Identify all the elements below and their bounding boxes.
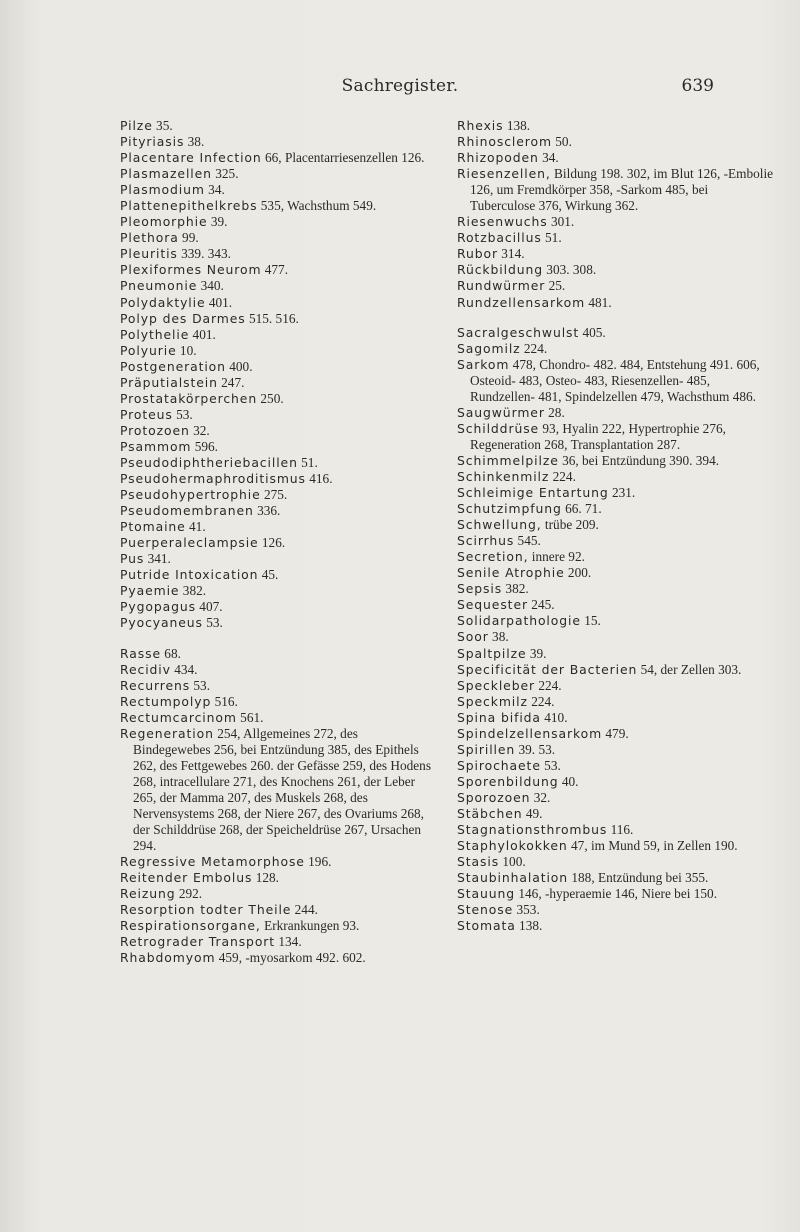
- index-term: Solidarpathologie: [457, 613, 581, 629]
- index-term: Rubor: [457, 246, 498, 262]
- index-term: Rhinosclerom: [457, 134, 552, 150]
- index-references: 400.: [225, 358, 253, 374]
- index-references: 34.: [538, 150, 559, 166]
- index-references: 303. 308.: [542, 262, 597, 278]
- index-entry: [457, 822, 775, 838]
- index-references: 250.: [257, 390, 284, 406]
- index-references: 38.: [184, 134, 205, 150]
- index-entry: [120, 503, 435, 519]
- page-number: 639: [681, 76, 714, 96]
- index-term: Pseudohermaphroditismus: [120, 471, 306, 487]
- index-references: 314.: [497, 246, 525, 262]
- index-references: 407.: [195, 599, 223, 615]
- index-references: 45.: [258, 567, 279, 583]
- index-references: 224.: [527, 693, 555, 709]
- index-references: 247.: [217, 374, 245, 390]
- index-entry: [120, 710, 435, 726]
- index-references: 545.: [514, 533, 541, 549]
- index-term: Sporenbildung: [457, 773, 559, 789]
- index-references: 336.: [253, 503, 281, 519]
- index-term: Pneumonie: [120, 278, 198, 294]
- index-references: 341.: [144, 551, 171, 567]
- running-title: Sachregister.: [341, 76, 459, 96]
- index-references: 25.: [545, 278, 566, 294]
- index-entry: [457, 214, 775, 230]
- index-references: 596.: [191, 438, 218, 454]
- index-entry: [120, 214, 435, 230]
- index-references: 126.: [258, 535, 286, 551]
- index-term: Rotzbacillus: [457, 230, 542, 246]
- index-references: 41.: [185, 519, 206, 535]
- index-entry: [120, 166, 435, 182]
- index-entry: [457, 230, 775, 246]
- index-term: Reizung: [120, 886, 176, 902]
- index-term: Proteus: [120, 406, 173, 422]
- index-references: 32.: [530, 789, 551, 805]
- index-entry: [457, 246, 775, 262]
- index-term: Pygopagus: [120, 599, 196, 615]
- index-entry: [457, 405, 775, 421]
- index-term: Rundzellensarkom: [457, 294, 586, 310]
- index-term: Pus: [120, 551, 145, 567]
- index-references: 254, Allgemeines 272, des Bindegewebes 256, bei Entzündung 385, des Epithels 262, des Fettgewebes 260. der Gefässe 259, des Hodens 268, intracellulare 271, des Knochens 261, der Leber 265, der Mamma 207, des Muskels 268, des Nervensystems 268, der Niere 267, des Ovariums 268, der Schilddrüse 268, der Speicheldrüse 267, Ursachen 294.: [133, 725, 432, 854]
- index-term: Retrograder Transport: [120, 934, 276, 950]
- index-term: Spindelzellensarkom: [457, 725, 603, 741]
- index-entry: [120, 278, 435, 294]
- index-entry: [457, 421, 775, 453]
- index-references: Bildung 198. 302, im Blut 126, -Embolie 126, um Fremdkörper 358, -Sarkom 485, bei Tuberculose 376, Wirkung 362.: [470, 166, 774, 214]
- index-term: Plethora: [120, 230, 179, 246]
- index-term: Pilze: [120, 118, 153, 133]
- index-entry: [120, 934, 435, 950]
- index-entry: [457, 726, 775, 742]
- index-entry: [457, 918, 775, 934]
- index-term: Schilddrüse: [457, 420, 540, 436]
- index-references: 244.: [291, 902, 318, 918]
- index-entry: [120, 646, 435, 662]
- index-entry: [457, 613, 775, 629]
- index-entry: [120, 551, 435, 567]
- index-term: Spina bifida: [457, 709, 541, 725]
- index-references: 53.: [540, 757, 561, 773]
- index-term: Riesenzellen,: [457, 166, 551, 182]
- index-term: Plasmazellen: [120, 166, 212, 182]
- index-term: Psammom: [120, 438, 192, 454]
- index-references: 401.: [205, 294, 233, 310]
- index-term: Schutzimpfung: [457, 501, 562, 517]
- index-references: 66, Placentarriesenzellen 126.: [261, 150, 425, 166]
- index-entry: [457, 694, 775, 710]
- index-term: Recurrens: [120, 677, 191, 693]
- index-term: Stäbchen: [457, 805, 523, 821]
- index-references: 478, Chondro- 482. 484, Entstehung 491. 606, Osteoid- 483, Osteo- 483, Riesenzellen- 485, Rundzellen- 481, Spindelzellen 479, Wachsthum 486.: [470, 356, 760, 404]
- index-term: Senile Atrophie: [457, 565, 565, 581]
- index-term: Rectumpolyp: [120, 693, 212, 709]
- index-entry: [120, 359, 435, 375]
- index-term: Putride Intoxication: [120, 567, 259, 583]
- index-references: 188, Entzündung bei 355.: [568, 870, 709, 886]
- index-term: Prostatakörperchen: [120, 390, 258, 406]
- index-entry: [120, 150, 435, 166]
- index-term: Rückbildung: [457, 262, 543, 278]
- index-references: 224.: [535, 677, 562, 693]
- index-term: Reitender Embolus: [120, 870, 253, 886]
- index-entry: [120, 918, 435, 934]
- index-term: Polyurie: [120, 342, 177, 358]
- index-term: Regeneration: [120, 725, 214, 741]
- index-entry: [457, 629, 775, 645]
- index-entry: [457, 517, 775, 533]
- index-references: 53.: [172, 406, 193, 422]
- index-entry: [457, 469, 775, 485]
- index-entry: [120, 134, 435, 150]
- index-references: 50.: [551, 134, 572, 150]
- index-entry: [120, 726, 435, 854]
- index-references: 39. 53.: [515, 741, 556, 757]
- index-entry: [457, 838, 775, 854]
- index-term: Pseudohypertrophie: [120, 487, 261, 503]
- index-entry: [120, 455, 435, 471]
- index-references: 36, bei Entzündung 390. 394.: [558, 452, 720, 468]
- index-references: 54, der Zellen 303.: [637, 661, 742, 677]
- index-entry: [120, 423, 435, 439]
- index-references: 410.: [540, 709, 568, 725]
- index-references: 47, im Mund 59, in Zellen 190.: [567, 838, 738, 854]
- index-entry: [457, 118, 775, 134]
- index-entry: [120, 950, 435, 966]
- index-references: 93, Hyalin 222, Hypertrophie 276, Regeneration 268, Transplantation 287.: [470, 420, 726, 452]
- index-term: Rectumcarcinom: [120, 709, 237, 725]
- index-entry: [457, 134, 775, 150]
- index-entry: [457, 662, 775, 678]
- index-term: Secretion,: [457, 549, 529, 565]
- index-entry: [457, 806, 775, 822]
- index-term: Pityriasis: [120, 134, 185, 150]
- index-entry: [457, 742, 775, 758]
- page-header: [0, 76, 800, 100]
- index-references: 224.: [520, 340, 548, 356]
- index-entry: [457, 453, 775, 469]
- index-references: 138.: [503, 118, 531, 133]
- index-term: Schwellung,: [457, 517, 542, 533]
- index-entry: [120, 439, 435, 455]
- index-term: Saugwürmer: [457, 404, 545, 420]
- index-entry: [120, 854, 435, 870]
- index-references: 479.: [602, 725, 629, 741]
- index-entry: [457, 150, 775, 166]
- index-entry: [120, 343, 435, 359]
- index-term: Resorption todter Theile: [120, 902, 292, 918]
- index-entry: [120, 694, 435, 710]
- index-term: Stagnationsthrombus: [457, 822, 608, 838]
- index-references: 38.: [488, 629, 509, 645]
- index-references: 245.: [527, 597, 555, 613]
- index-term: Speckleber: [457, 677, 535, 693]
- index-term: Speckmilz: [457, 693, 528, 709]
- index-entry: [457, 341, 775, 357]
- index-term: Staubinhalation: [457, 870, 569, 886]
- index-term: Sporozoen: [457, 789, 531, 805]
- index-entry: [120, 599, 435, 615]
- index-term: Rundwürmer: [457, 278, 546, 294]
- index-term: Pleomorphie: [120, 214, 208, 230]
- index-references: 10.: [176, 342, 197, 358]
- index-term: Polythelie: [120, 326, 190, 342]
- index-entry: [120, 391, 435, 407]
- index-term: Spirochaete: [457, 757, 541, 773]
- index-term: Rhabdomyom: [120, 950, 216, 966]
- index-references: 146, -hyperaemie 146, Niere bei 150.: [515, 886, 718, 902]
- index-entry: [457, 886, 775, 902]
- index-entry: [457, 166, 775, 214]
- index-entry: [120, 567, 435, 583]
- index-references: 116.: [607, 822, 634, 838]
- index-references: 401.: [189, 326, 216, 342]
- index-column-right: [457, 118, 775, 934]
- index-term: Pyocyaneus: [120, 615, 203, 631]
- index-references: 32.: [189, 422, 210, 438]
- index-references: 39.: [207, 214, 228, 230]
- index-term: Stauung: [457, 886, 516, 902]
- index-references: 416.: [305, 471, 333, 487]
- index-entry: [120, 487, 435, 503]
- index-entry: [457, 678, 775, 694]
- index-term: Präputialstein: [120, 374, 218, 390]
- index-entry: [457, 710, 775, 726]
- index-references: 231.: [608, 485, 636, 501]
- index-references: 100.: [499, 854, 526, 870]
- index-entry: [457, 485, 775, 501]
- index-term: Stenose: [457, 902, 514, 918]
- index-references: 49.: [522, 805, 543, 821]
- index-references: 405.: [579, 324, 606, 340]
- index-references: 382.: [179, 583, 207, 599]
- index-term: Plexiformes Neurom: [120, 262, 262, 278]
- index-entry: [120, 295, 435, 311]
- index-references: 15.: [580, 613, 601, 629]
- index-references: 325.: [211, 166, 239, 182]
- index-term: Regressive Metamorphose: [120, 854, 305, 870]
- index-references: 353.: [513, 902, 540, 918]
- index-entry: [120, 182, 435, 198]
- index-term: Protozoen: [120, 422, 190, 438]
- index-entry: [457, 581, 775, 597]
- index-references: 53.: [190, 677, 211, 693]
- index-term: Stomata: [457, 918, 516, 934]
- index-term: Soor: [457, 629, 489, 645]
- index-references: 99.: [178, 230, 199, 246]
- index-references: 340.: [197, 278, 224, 294]
- index-entry: [120, 246, 435, 262]
- index-references: 196.: [304, 854, 332, 870]
- index-references: 301.: [547, 214, 575, 230]
- index-entry: [457, 501, 775, 517]
- index-entry: [457, 278, 775, 294]
- index-term: Placentare Infection: [120, 150, 262, 166]
- index-entry: [457, 758, 775, 774]
- index-entry: [120, 615, 435, 631]
- index-references: 516.: [211, 693, 238, 709]
- index-entry: [120, 535, 435, 551]
- index-entry: [120, 118, 435, 134]
- index-entry: [120, 471, 435, 487]
- index-term: Riesenwuchs: [457, 214, 548, 230]
- index-references: 292.: [175, 886, 203, 902]
- index-references: 339. 343.: [177, 246, 231, 262]
- index-term: Pseudomembranen: [120, 503, 254, 519]
- index-entry: [120, 902, 435, 918]
- index-references: 28.: [544, 404, 565, 420]
- index-entry: [457, 597, 775, 613]
- index-term: Sagomilz: [457, 340, 521, 356]
- index-term: Spaltpilze: [457, 645, 527, 661]
- index-references: 51.: [297, 454, 318, 470]
- index-references: 66. 71.: [561, 501, 602, 517]
- index-column-left: [120, 118, 435, 966]
- index-term: Polydaktylie: [120, 294, 206, 310]
- index-term: Sacralgeschwulst: [457, 324, 580, 340]
- index-entry: [120, 311, 435, 327]
- index-entry: [457, 533, 775, 549]
- index-references: 34.: [204, 182, 225, 198]
- index-references: 68.: [160, 645, 181, 661]
- index-entry: [457, 262, 775, 278]
- index-references: Erkrankungen 93.: [260, 918, 360, 934]
- index-term: Puerperaleclampsie: [120, 535, 259, 551]
- index-term: Sarkom: [457, 356, 510, 372]
- index-entry: [120, 678, 435, 694]
- index-entry: [120, 886, 435, 902]
- index-entry: [457, 325, 775, 341]
- index-entry: [120, 327, 435, 343]
- index-references: 224.: [549, 468, 576, 484]
- index-term: Rhexis: [457, 118, 504, 133]
- index-references: 535, Wachsthum 549.: [257, 198, 377, 214]
- index-entry: [457, 854, 775, 870]
- index-references: 515. 516.: [245, 310, 299, 326]
- index-entry: [120, 519, 435, 535]
- index-references: 561.: [236, 709, 264, 725]
- index-term: Plasmodium: [120, 182, 205, 198]
- index-term: Ptomaine: [120, 519, 186, 535]
- index-term: Staphylokokken: [457, 838, 568, 854]
- index-entry: [120, 375, 435, 391]
- index-entry: [457, 646, 775, 662]
- index-entry: [457, 549, 775, 565]
- index-term: Schimmelpilze: [457, 452, 559, 468]
- index-references: 40.: [558, 773, 579, 789]
- index-entry: [457, 295, 775, 311]
- index-entry: [457, 870, 775, 886]
- index-entry: [120, 198, 435, 214]
- index-term: Spirillen: [457, 741, 516, 757]
- index-term: Plattenepithelkrebs: [120, 198, 258, 214]
- index-references: 382.: [502, 581, 529, 597]
- index-term: Rasse: [120, 645, 161, 661]
- index-entry: [457, 902, 775, 918]
- index-term: Stasis: [457, 854, 500, 870]
- index-references: 434.: [170, 661, 198, 677]
- index-term: Sequester: [457, 597, 528, 613]
- index-entry: [120, 230, 435, 246]
- index-term: Pseudodiphtheriebacillen: [120, 454, 298, 470]
- index-term: Specificität der Bacterien: [457, 661, 638, 677]
- index-term: Rhizopoden: [457, 150, 539, 166]
- index-references: innere 92.: [528, 549, 585, 565]
- index-references: 51.: [541, 230, 562, 246]
- index-term: Polyp des Darmes: [120, 310, 246, 326]
- index-references: 481.: [585, 294, 612, 310]
- index-references: 200.: [564, 565, 592, 581]
- index-term: Schleimige Entartung: [457, 485, 609, 501]
- index-references: 53.: [202, 615, 223, 631]
- index-references: 275.: [260, 487, 288, 503]
- index-entry: [120, 407, 435, 423]
- index-references: 35.: [152, 118, 173, 133]
- index-term: Respirationsorgane,: [120, 918, 261, 934]
- index-term: Postgeneration: [120, 358, 226, 374]
- index-references: 477.: [261, 262, 289, 278]
- index-references: 459, -myosarkom 492. 602.: [215, 950, 366, 966]
- index-term: Pleuritis: [120, 246, 178, 262]
- index-entry: [120, 583, 435, 599]
- index-entry: [120, 262, 435, 278]
- index-references: 134.: [275, 934, 302, 950]
- index-references: 39.: [526, 645, 547, 661]
- index-references: 128.: [252, 870, 279, 886]
- index-entry: [457, 357, 775, 405]
- index-entry: [457, 790, 775, 806]
- index-entry: [120, 662, 435, 678]
- index-entry: [457, 565, 775, 581]
- index-term: Schinkenmilz: [457, 468, 550, 484]
- index-entry: [120, 870, 435, 886]
- index-term: Scirrhus: [457, 533, 515, 549]
- index-references: trübe 209.: [541, 517, 599, 533]
- index-term: Sepsis: [457, 581, 503, 597]
- index-entry: [457, 774, 775, 790]
- index-term: Recidiv: [120, 661, 171, 677]
- index-references: 138.: [515, 918, 543, 934]
- index-term: Pyaemie: [120, 583, 180, 599]
